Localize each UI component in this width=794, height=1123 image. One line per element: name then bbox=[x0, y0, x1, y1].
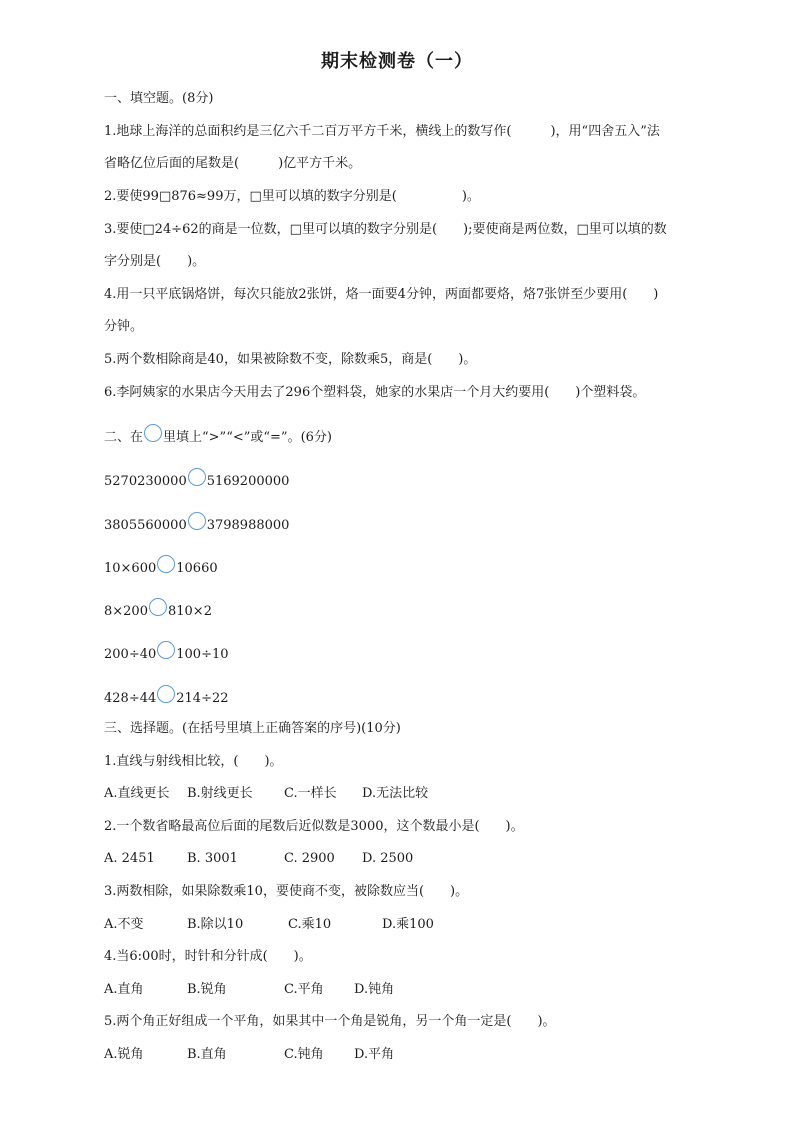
option-b[interactable]: B.除以10 bbox=[187, 917, 244, 932]
compare-row bbox=[104, 598, 744, 620]
compare-row bbox=[104, 555, 744, 577]
compare-left: 428÷44 bbox=[104, 691, 157, 706]
option-b[interactable]: B.射线更长 bbox=[187, 786, 253, 801]
option-d[interactable]: D.无法比较 bbox=[362, 786, 429, 801]
question-text: 1.直线与射线相比较，( )。 bbox=[104, 754, 283, 769]
compare-row bbox=[104, 512, 744, 534]
section1-line: 2.要使99□876≈99万，□里可以填的数字分别是( )。 bbox=[104, 189, 480, 204]
section1-line: 字分别是( )。 bbox=[104, 254, 206, 269]
compare-right: 810×2 bbox=[167, 604, 212, 619]
compare-row bbox=[104, 641, 744, 663]
question-text: 3.两数相除，如果除数乘10，要使商不变，被除数应当( )。 bbox=[104, 884, 469, 899]
compare-right: 214÷22 bbox=[176, 691, 229, 706]
section2-heading bbox=[104, 424, 744, 446]
section3-heading: 三、选择题。(在括号里填上正确答案的序号)(10分) bbox=[104, 721, 401, 736]
option-c[interactable]: C.平角 bbox=[284, 982, 324, 997]
option-d[interactable]: D.乘100 bbox=[382, 917, 434, 932]
option-c[interactable]: C. 2900 bbox=[284, 851, 335, 866]
section1-line: 分钟。 bbox=[104, 319, 144, 334]
answer-circle[interactable] bbox=[149, 598, 167, 616]
option-c[interactable]: C.乘10 bbox=[288, 917, 332, 932]
compare-right: 100÷10 bbox=[176, 647, 229, 662]
page-title: 期末检测卷（一） bbox=[321, 51, 473, 72]
option-a[interactable]: A.直线更长 bbox=[104, 786, 170, 801]
section2-heading-suffix: 里填上“>”“<”或“=”。(6分) bbox=[163, 430, 332, 445]
compare-left: 5270230000 bbox=[104, 474, 187, 489]
section2-heading-prefix: 二、在 bbox=[104, 430, 144, 445]
answer-circle[interactable] bbox=[157, 555, 175, 573]
compare-left: 8×200 bbox=[104, 604, 148, 619]
option-b[interactable]: B. 3001 bbox=[187, 851, 238, 866]
option-a[interactable]: A. 2451 bbox=[104, 851, 155, 866]
section1-line: 1.地球上海洋的总面积约是三亿六千二百万平方千米，横线上的数写作( )，用“四舍五入”法 bbox=[104, 124, 660, 139]
question-text: 4.当6:00时，时针和分针成( )。 bbox=[104, 949, 312, 964]
option-c[interactable]: C.一样长 bbox=[284, 786, 337, 801]
compare-right: 5169200000 bbox=[206, 474, 290, 489]
option-a[interactable]: A.不变 bbox=[104, 917, 144, 932]
compare-left: 3805560000 bbox=[104, 518, 187, 533]
circle-blank-icon bbox=[144, 424, 162, 442]
compare-left: 10×600 bbox=[104, 561, 157, 576]
option-c[interactable]: C.钝角 bbox=[284, 1047, 324, 1062]
option-d[interactable]: D.钝角 bbox=[354, 982, 395, 997]
option-a[interactable]: A.锐角 bbox=[104, 1047, 144, 1062]
compare-right: 10660 bbox=[176, 561, 218, 576]
section1-line: 省略亿位后面的尾数是( )亿平方千米。 bbox=[104, 156, 362, 171]
compare-left: 200÷40 bbox=[104, 647, 157, 662]
section1-line: 3.要使□24÷62的商是一位数，□里可以填的数字分别是( );要使商是两位数，□里可以填的数 bbox=[104, 222, 667, 237]
section1-line: 4.用一只平底锅烙饼，每次只能放2张饼，烙一面要4分钟，两面都要烙，烙7张饼至少要用( ) bbox=[104, 287, 659, 302]
option-a[interactable]: A.直角 bbox=[104, 982, 144, 997]
compare-row bbox=[104, 468, 744, 490]
question-text: 5.两个角正好组成一个平角，如果其中一个角是锐角，另一个角一定是( )。 bbox=[104, 1014, 556, 1029]
answer-circle[interactable] bbox=[157, 685, 175, 703]
section1-line: 6.李阿姨家的水果店今天用去了296个塑料袋，她家的水果店一个月大约要用( )个塑料袋。 bbox=[104, 385, 646, 400]
option-b[interactable]: B.锐角 bbox=[187, 982, 227, 997]
section1-heading: 一、填空题。(8分) bbox=[104, 91, 214, 106]
option-d[interactable]: D.平角 bbox=[354, 1047, 395, 1062]
option-d[interactable]: D. 2500 bbox=[362, 851, 414, 866]
question-text: 2.一个数省略最高位后面的尾数后近似数是3000，这个数最小是( )。 bbox=[104, 819, 524, 834]
compare-right: 3798988000 bbox=[206, 518, 290, 533]
answer-circle[interactable] bbox=[188, 512, 206, 530]
option-b[interactable]: B.直角 bbox=[187, 1047, 227, 1062]
answer-circle[interactable] bbox=[188, 468, 206, 486]
compare-row bbox=[104, 685, 744, 707]
section1-line: 5.两个数相除商是40，如果被除数不变，除数乘5，商是( )。 bbox=[104, 352, 477, 367]
answer-circle[interactable] bbox=[157, 641, 175, 659]
